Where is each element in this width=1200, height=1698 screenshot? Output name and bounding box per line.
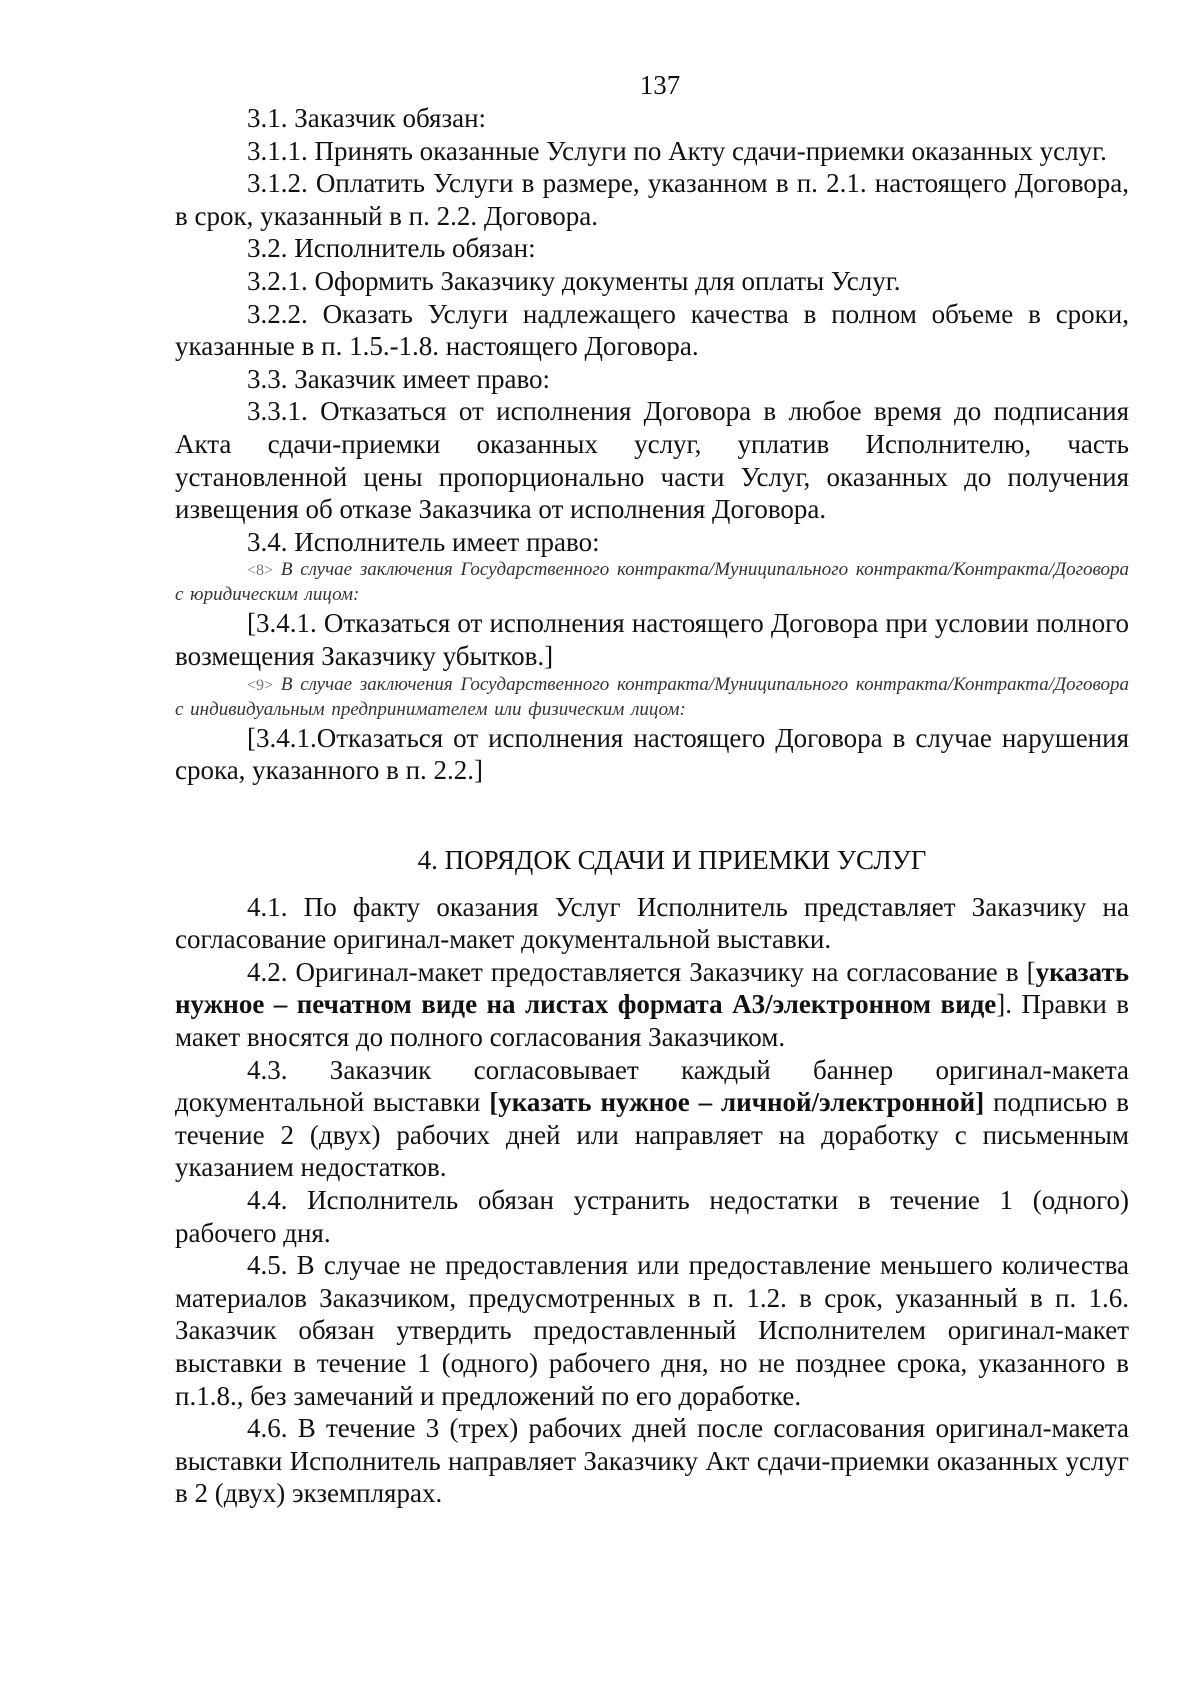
clause-4-2-text-end: ]. Правки в макет вносятся до полного согласования Заказчиком.	[175, 989, 1129, 1053]
clause-4-3	[175, 1054, 1129, 1184]
clause-3-4-1-legal-entity: [3.4.1. Отказаться от исполнения настоящего Договора при условии полного возмещения Заказчику убытков.]	[175, 608, 1129, 671]
clause-4-3-text-end: подписью в течение 2 (двух) рабочих дней или направляет на доработку с письменным указанием недостатков.	[175, 1087, 1129, 1183]
clause-4-3-bold-option: [указать нужное – личной/электронной]	[489, 1087, 985, 1118]
clause-4-1: 4.1. По факту оказания Услуг Исполнитель представляет Заказчику на согласование оригинал-макет документальной выставки.	[175, 891, 1129, 955]
clause-3-4: 3.4. Исполнитель имеет право:	[247, 526, 600, 557]
clause-4-5: 4.5. В случае не предоставления или предоставление меньшего количества материалов Заказчиком, предусмотренных в п. 1.2. в срок, указанный в п. 1.6. Заказчик обязан утвердить предоставленный Исполнителем оригинал-макет выставки в течение 1 (одного) рабочего дня, но не позднее срока, указанного в п.1.8., без замечаний и предложений по его доработке.	[175, 1250, 1129, 1411]
footnote-9	[175, 673, 1129, 722]
clause-3-1-2: 3.1.2. Оплатить Услуги в размере, указанном в п. 2.1. настоящего Договора, в срок, указанный в п. 2.2. Договора.	[175, 168, 1129, 231]
footnote-8-tag: <8>	[247, 562, 274, 580]
clause-4-6: 4.6. В течение 3 (трех) рабочих дней после согласования оригинал-макета выставки Исполнитель направляет Заказчику Акт сдачи-приемки оказанных услуг в 2 (двух) экземплярах.	[175, 1413, 1129, 1509]
clause-3-2-2: 3.2.2. Оказать Услуги надлежащего качества в полном объеме в сроки, указанные в п. 1.5.-1.8. настоящего Договора.	[175, 298, 1129, 362]
clause-3-1: 3.1. Заказчик обязан:	[247, 103, 487, 133]
clause-4-4: 4.4. Исполнитель обязан устранить недостатки в течение 1 (одного) рабочего дня.	[175, 1185, 1129, 1248]
clause-4-2-text-start: 4.2. Оригинал-макет предоставляется Заказчику на согласование в [	[247, 956, 1036, 987]
clause-4-2	[175, 956, 1129, 1054]
clause-4-2-bold-option: указать нужное – печатном виде на листах формата А3/электронном виде	[175, 956, 1129, 1020]
clause-3-2-1: 3.2.1. Оформить Заказчику документы для оплаты Услуг.	[247, 265, 901, 296]
section-4-heading: 4. ПОРЯДОК СДАЧИ И ПРИЕМКИ УСЛУГ	[417, 844, 927, 875]
page-number: 137	[639, 70, 681, 100]
clause-3-4-1-individual: [3.4.1.Отказаться от исполнения настоящего Договора в случае нарушения срока, указанного в п. 2.2.]	[175, 722, 1129, 786]
clause-3-3: 3.3. Заказчик имеет право:	[247, 363, 551, 394]
footnote-9-tag: <9>	[247, 676, 274, 694]
clause-3-3-1: 3.3.1. Отказаться от исполнения Договора в любое время до подписания Акта сдачи-приемки оказанных услуг, уплатив Исполнителю, часть установленной цены пропорционально части Услуг, оказанных до получения извещения об отказе Заказчика от исполнения Договора.	[175, 396, 1129, 525]
clause-3-1-1: 3.1.1. Принять оказанные Услуги по Акту сдачи-приемки оказанных услуг.	[247, 135, 1107, 166]
clause-3-2: 3.2. Исполнитель обязан:	[247, 233, 536, 264]
footnote-8	[175, 558, 1129, 607]
footnote-9-text: В случае заключения Государственного контракта/Муниципального контракта/Контракта/Договора с индивидуальным предпринимателем или физическим лицом:	[175, 673, 1130, 720]
footnote-8-text: В случае заключения Государственного контракта/Муниципального контракта/Контракта/Договора с юридическим лицом:	[175, 559, 1130, 606]
clause-4-3-text-start: 4.3. Заказчик согласовывает каждый баннер оригинал-макета документальной выставки	[175, 1054, 1129, 1118]
document-page	[175, 68, 1129, 1510]
